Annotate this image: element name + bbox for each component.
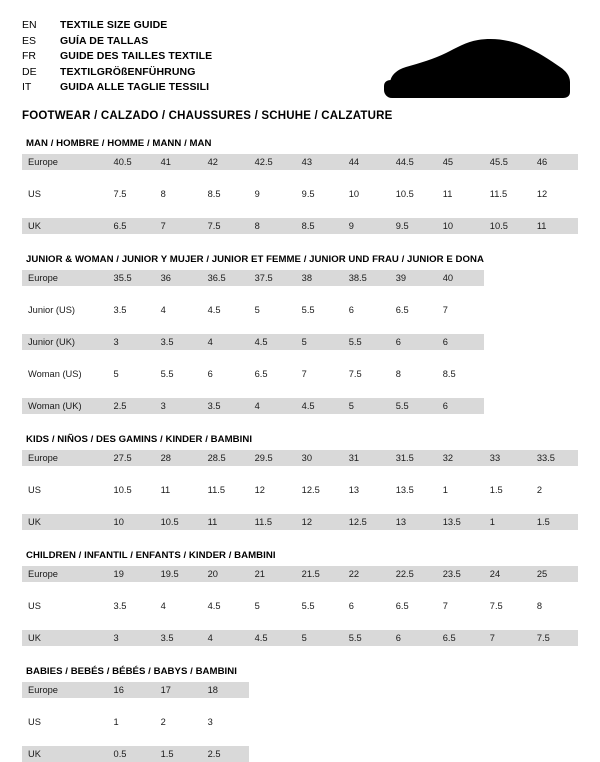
- size-cell: 9.5: [296, 186, 343, 202]
- size-cell: 45: [437, 154, 484, 170]
- size-cell: [531, 270, 578, 286]
- table-row: [22, 366, 578, 382]
- size-cell: 11: [155, 482, 202, 498]
- size-cell: 27.5: [108, 450, 155, 466]
- table-row: [22, 302, 578, 318]
- row-label: UK: [22, 514, 108, 530]
- size-cell: 4.5: [249, 630, 296, 646]
- size-cell: 3: [108, 334, 155, 350]
- row-label: US: [22, 714, 108, 730]
- size-cell: 4: [155, 302, 202, 318]
- row-label: Europe: [22, 450, 108, 466]
- size-cell: 2.5: [202, 746, 249, 762]
- size-group: [22, 550, 578, 646]
- size-cell: [531, 302, 578, 318]
- table-row: [22, 482, 578, 498]
- size-cell: 30: [296, 450, 343, 466]
- size-cell: 10: [343, 186, 390, 202]
- size-cell: 10.5: [155, 514, 202, 530]
- size-cell: [249, 682, 296, 698]
- size-cell: [437, 682, 484, 698]
- size-cell: 36: [155, 270, 202, 286]
- size-cell: 20: [202, 566, 249, 582]
- size-cell: 5.5: [390, 398, 437, 414]
- table-row: [22, 154, 578, 170]
- size-cell: 6: [202, 366, 249, 382]
- size-cell: [390, 682, 437, 698]
- size-cell: 36.5: [202, 270, 249, 286]
- size-cell: 43: [296, 154, 343, 170]
- size-cell: [484, 682, 531, 698]
- size-cell: [484, 714, 531, 730]
- table-row: [22, 682, 578, 698]
- size-cell: 24: [484, 566, 531, 582]
- size-cell: 22: [343, 566, 390, 582]
- size-cell: 6.5: [390, 302, 437, 318]
- size-cell: 8: [390, 366, 437, 382]
- language-row: [22, 34, 212, 50]
- size-cell: 5: [343, 398, 390, 414]
- size-cell: 9: [343, 218, 390, 234]
- size-cell: 8: [531, 598, 578, 614]
- size-cell: 5.5: [296, 598, 343, 614]
- row-label: Europe: [22, 270, 108, 286]
- size-cell: 7.5: [484, 598, 531, 614]
- size-cell: 13.5: [437, 514, 484, 530]
- row-label: Woman (UK): [22, 398, 108, 414]
- size-cell: [484, 302, 531, 318]
- size-cell: 21: [249, 566, 296, 582]
- size-cell: [484, 366, 531, 382]
- size-cell: 10.5: [108, 482, 155, 498]
- row-label: UK: [22, 630, 108, 646]
- size-cell: [343, 714, 390, 730]
- size-cell: 16: [108, 682, 155, 698]
- size-cell: 3: [108, 630, 155, 646]
- language-title: GUIDE DES TAILLES TEXTILE: [60, 50, 213, 62]
- size-cell: 40.5: [108, 154, 155, 170]
- table-row: [22, 746, 578, 762]
- size-cell: 42.5: [249, 154, 296, 170]
- size-cell: [437, 714, 484, 730]
- language-code: FR: [22, 50, 36, 62]
- row-spacer: [22, 170, 578, 186]
- size-cell: 3: [202, 714, 249, 730]
- row-spacer: [22, 318, 578, 334]
- size-cell: 40: [437, 270, 484, 286]
- size-cell: 11.5: [484, 186, 531, 202]
- size-cell: 7.5: [202, 218, 249, 234]
- size-cell: 5.5: [296, 302, 343, 318]
- size-cell: 1: [437, 482, 484, 498]
- size-cell: 42: [202, 154, 249, 170]
- size-cell: 1.5: [531, 514, 578, 530]
- size-cell: [531, 334, 578, 350]
- size-table: [22, 270, 578, 414]
- table-row: [22, 334, 578, 350]
- size-cell: 4: [202, 630, 249, 646]
- row-label: Europe: [22, 682, 108, 698]
- size-cell: 25: [531, 566, 578, 582]
- size-cell: [531, 746, 578, 762]
- size-cell: 29.5: [249, 450, 296, 466]
- size-cell: 6: [437, 334, 484, 350]
- size-cell: 4.5: [249, 334, 296, 350]
- size-cell: 41: [155, 154, 202, 170]
- size-group-title: CHILDREN / INFANTIL / ENFANTS / KINDER / BAMBINI: [26, 550, 276, 561]
- size-table: [22, 682, 578, 762]
- row-label: Junior (UK): [22, 334, 108, 350]
- size-cell: 28: [155, 450, 202, 466]
- table-row: [22, 218, 578, 234]
- size-cell: 1.5: [155, 746, 202, 762]
- size-cell: 10: [437, 218, 484, 234]
- size-cell: 7: [437, 598, 484, 614]
- size-cell: 38.5: [343, 270, 390, 286]
- size-cell: 44.5: [390, 154, 437, 170]
- table-row: [22, 598, 578, 614]
- size-cell: 8.5: [437, 366, 484, 382]
- size-cell: 6.5: [108, 218, 155, 234]
- size-cell: 19.5: [155, 566, 202, 582]
- size-cell: 21.5: [296, 566, 343, 582]
- size-cell: 2: [531, 482, 578, 498]
- language-row: [22, 80, 212, 96]
- size-cell: 10: [108, 514, 155, 530]
- size-cell: 4.5: [202, 598, 249, 614]
- size-cell: 9.5: [390, 218, 437, 234]
- size-cell: 5.5: [155, 366, 202, 382]
- size-cell: [249, 714, 296, 730]
- size-cell: 12.5: [296, 482, 343, 498]
- row-spacer: [22, 698, 578, 714]
- size-cell: 4.5: [296, 398, 343, 414]
- size-cell: [249, 746, 296, 762]
- size-cell: [437, 746, 484, 762]
- size-cell: 33: [484, 450, 531, 466]
- size-group: [22, 434, 578, 530]
- language-title: TEXTILE SIZE GUIDE: [60, 19, 168, 31]
- row-spacer: [22, 730, 578, 746]
- footwear-section-title: FOOTWEAR / CALZADO / CHAUSSURES / SCHUHE / CALZATURE: [22, 109, 393, 122]
- size-cell: 12: [249, 482, 296, 498]
- size-cell: 45.5: [484, 154, 531, 170]
- size-cell: [390, 746, 437, 762]
- size-cell: 7: [484, 630, 531, 646]
- dress-shoe-icon: [382, 36, 572, 104]
- row-label: US: [22, 186, 108, 202]
- size-cell: 28.5: [202, 450, 249, 466]
- row-spacer: [22, 466, 578, 482]
- row-label: Woman (US): [22, 366, 108, 382]
- size-cell: 7: [296, 366, 343, 382]
- size-group: [22, 666, 578, 762]
- size-cell: [531, 714, 578, 730]
- row-label: US: [22, 598, 108, 614]
- size-cell: 1: [108, 714, 155, 730]
- language-row: [22, 65, 212, 81]
- size-cell: 31: [343, 450, 390, 466]
- size-cell: 8.5: [202, 186, 249, 202]
- table-row: [22, 566, 578, 582]
- size-cell: 7.5: [343, 366, 390, 382]
- size-cell: 5: [249, 598, 296, 614]
- page-header: [22, 18, 578, 122]
- language-code: ES: [22, 34, 37, 47]
- size-cell: 10.5: [484, 218, 531, 234]
- table-row: [22, 714, 578, 730]
- row-label: UK: [22, 746, 108, 762]
- size-cell: [296, 746, 343, 762]
- size-group-title: KIDS / NIÑOS / DES GAMINS / KINDER / BAMBINI: [26, 434, 253, 445]
- size-cell: 5.5: [343, 630, 390, 646]
- size-cell: [484, 746, 531, 762]
- language-title: TEXTILGRÖßENFÜHRUNG: [60, 65, 196, 78]
- size-cell: [343, 682, 390, 698]
- table-row: [22, 630, 578, 646]
- row-label: Europe: [22, 154, 108, 170]
- size-cell: 8.5: [296, 218, 343, 234]
- row-spacer: [22, 382, 578, 398]
- size-cell: 19: [108, 566, 155, 582]
- row-label: Europe: [22, 566, 108, 582]
- size-cell: 11: [202, 514, 249, 530]
- size-cell: [531, 366, 578, 382]
- row-spacer: [22, 614, 578, 630]
- size-cell: 6: [437, 398, 484, 414]
- size-cell: 4.5: [202, 302, 249, 318]
- size-cell: 2: [155, 714, 202, 730]
- size-cell: [484, 398, 531, 414]
- size-cell: 3.5: [108, 302, 155, 318]
- size-cell: 5: [249, 302, 296, 318]
- size-group: [22, 138, 578, 234]
- size-cell: 5: [108, 366, 155, 382]
- size-cell: 1: [484, 514, 531, 530]
- size-cell: 7: [437, 302, 484, 318]
- size-cell: 13: [390, 514, 437, 530]
- language-code: IT: [22, 81, 32, 93]
- size-cell: 35.5: [108, 270, 155, 286]
- size-cell: 11: [437, 186, 484, 202]
- size-cell: 3.5: [155, 334, 202, 350]
- row-spacer: [22, 498, 578, 514]
- size-cell: 23.5: [437, 566, 484, 582]
- row-spacer: [22, 202, 578, 218]
- size-group: [22, 254, 578, 414]
- size-cell: 13.5: [390, 482, 437, 498]
- row-label: Junior (US): [22, 302, 108, 318]
- size-cell: 6: [343, 302, 390, 318]
- row-spacer: [22, 350, 578, 366]
- size-table: [22, 450, 578, 530]
- size-cell: 3.5: [108, 598, 155, 614]
- size-cell: 6.5: [390, 598, 437, 614]
- language-row: [22, 49, 212, 65]
- size-group-title: MAN / HOMBRE / HOMME / MANN / MAN: [26, 138, 212, 149]
- size-cell: 8: [155, 186, 202, 202]
- size-group-title: BABIES / BEBÉS / BÉBÉS / BABYS / BAMBINI: [26, 666, 237, 677]
- size-cell: 7.5: [108, 186, 155, 202]
- size-cell: 6: [390, 334, 437, 350]
- size-cell: 18: [202, 682, 249, 698]
- table-row: [22, 450, 578, 466]
- size-cell: 3.5: [155, 630, 202, 646]
- size-cell: 7: [155, 218, 202, 234]
- table-row: [22, 186, 578, 202]
- size-tables-container: [22, 138, 578, 762]
- size-cell: 22.5: [390, 566, 437, 582]
- size-cell: 6.5: [437, 630, 484, 646]
- size-cell: 10.5: [390, 186, 437, 202]
- size-cell: [296, 714, 343, 730]
- language-code: EN: [22, 19, 37, 31]
- size-cell: 12.5: [343, 514, 390, 530]
- size-cell: [343, 746, 390, 762]
- size-cell: [484, 270, 531, 286]
- size-cell: [531, 398, 578, 414]
- size-cell: 4: [202, 334, 249, 350]
- size-cell: 5: [296, 334, 343, 350]
- size-cell: 0.5: [108, 746, 155, 762]
- size-cell: 38: [296, 270, 343, 286]
- size-cell: [296, 682, 343, 698]
- size-cell: 6.5: [249, 366, 296, 382]
- size-cell: 5.5: [343, 334, 390, 350]
- size-cell: 39: [390, 270, 437, 286]
- row-spacer: [22, 582, 578, 598]
- row-label: UK: [22, 218, 108, 234]
- size-cell: 6: [390, 630, 437, 646]
- size-cell: [531, 682, 578, 698]
- size-cell: 11: [531, 218, 578, 234]
- table-row: [22, 270, 578, 286]
- size-cell: 46: [531, 154, 578, 170]
- size-cell: 1.5: [484, 482, 531, 498]
- size-cell: 8: [249, 218, 296, 234]
- language-code: DE: [22, 65, 37, 78]
- size-cell: 31.5: [390, 450, 437, 466]
- size-cell: 17: [155, 682, 202, 698]
- size-cell: 6: [343, 598, 390, 614]
- size-cell: 3.5: [202, 398, 249, 414]
- size-cell: 2.5: [108, 398, 155, 414]
- size-cell: 4: [249, 398, 296, 414]
- size-cell: 5: [296, 630, 343, 646]
- size-cell: 12: [296, 514, 343, 530]
- size-table: [22, 154, 578, 234]
- size-cell: 9: [249, 186, 296, 202]
- size-cell: [484, 334, 531, 350]
- row-label: US: [22, 482, 108, 498]
- row-spacer: [22, 286, 578, 302]
- size-cell: 13: [343, 482, 390, 498]
- table-row: [22, 398, 578, 414]
- size-group-title: JUNIOR & WOMAN / JUNIOR Y MUJER / JUNIOR ET FEMME / JUNIOR UND FRAU / JUNIOR E DONA: [26, 254, 484, 265]
- table-row: [22, 514, 578, 530]
- size-cell: 12: [531, 186, 578, 202]
- size-cell: 11.5: [202, 482, 249, 498]
- size-cell: 7.5: [531, 630, 578, 646]
- size-cell: 3: [155, 398, 202, 414]
- size-cell: [390, 714, 437, 730]
- size-cell: 4: [155, 598, 202, 614]
- size-cell: 32: [437, 450, 484, 466]
- size-cell: 33.5: [531, 450, 578, 466]
- size-cell: 37.5: [249, 270, 296, 286]
- language-row: [22, 18, 212, 34]
- language-title: GUÍA DE TALLAS: [60, 34, 149, 47]
- size-cell: 44: [343, 154, 390, 170]
- size-table: [22, 566, 578, 646]
- language-title: GUIDA ALLE TAGLIE TESSILI: [60, 81, 210, 93]
- language-title-block: [22, 18, 212, 96]
- size-cell: 11.5: [249, 514, 296, 530]
